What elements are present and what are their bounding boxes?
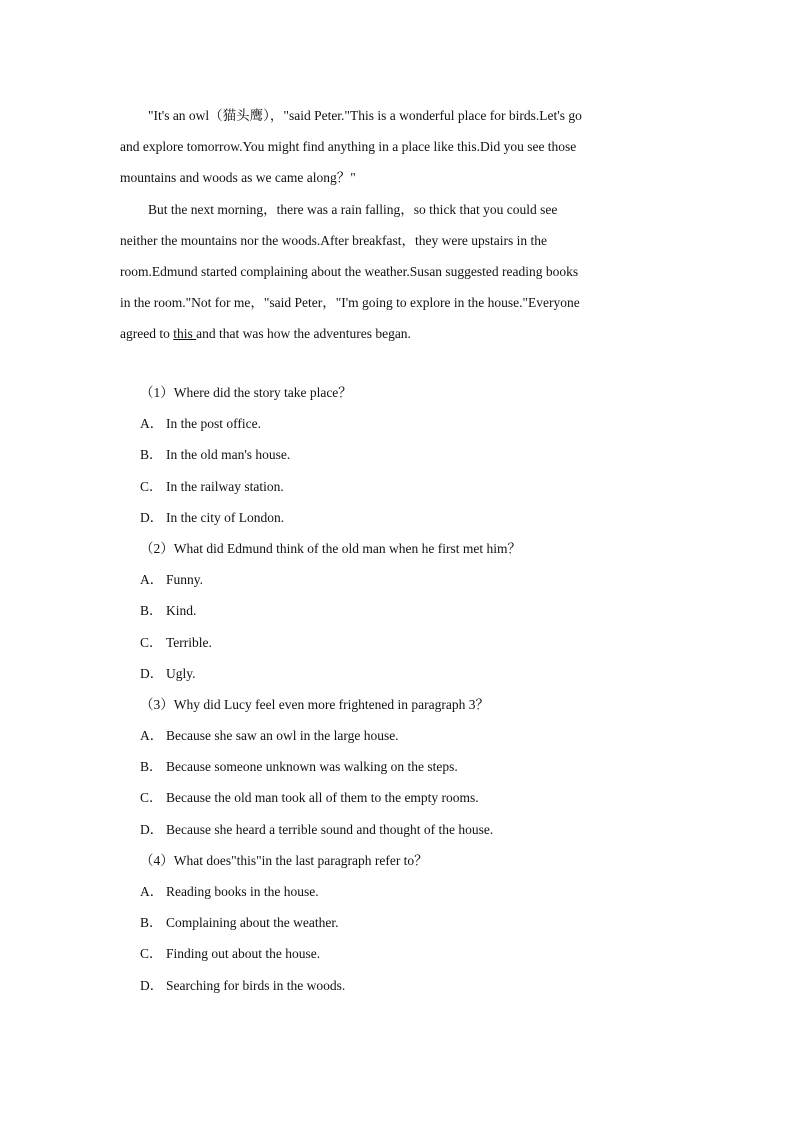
question-title: （2）What did Edmund think of the old man when he first met him？ — [140, 540, 521, 556]
option-letter: B． — [140, 603, 163, 619]
passage-line: in the room."Not for me，"said Peter，"I'm going to explore in the house."Everyone — [120, 295, 580, 311]
option-text: In the city of London. — [166, 509, 285, 525]
option-text: In the old man's house. — [166, 447, 291, 463]
option-text: Ugly. — [166, 665, 196, 681]
passage-line: and explore tomorrow.You might find anything in a place like this.Did you see those — [120, 139, 577, 155]
option-letter: D． — [140, 821, 164, 837]
passage-line — [120, 318, 675, 349]
answer-option[interactable] — [120, 471, 675, 502]
option-text: Because she saw an owl in the large house. — [166, 728, 399, 744]
answer-option[interactable] — [120, 814, 675, 845]
option-text: Searching for birds in the woods. — [166, 977, 346, 993]
question-title: （4）What does"this"in the last paragraph refer to？ — [140, 852, 428, 868]
option-text: Because someone unknown was walking on the steps. — [166, 759, 458, 775]
option-letter: C． — [140, 634, 163, 650]
option-letter: A． — [140, 572, 164, 588]
reading-passage — [120, 100, 675, 350]
option-text: Funny. — [166, 572, 204, 588]
option-letter: D． — [140, 665, 164, 681]
option-letter: D． — [140, 509, 164, 525]
answer-option[interactable] — [120, 502, 675, 533]
passage-line: room.Edmund started complaining about the weather.Susan suggested reading books — [120, 263, 579, 279]
option-letter: C． — [140, 790, 163, 806]
option-letter: A． — [140, 884, 164, 899]
answer-option[interactable] — [120, 876, 675, 907]
option-letter: B． — [140, 759, 163, 775]
answer-option[interactable] — [120, 595, 675, 626]
passage-line: But the next morning，there was a rain falling，so thick that you could see — [148, 201, 558, 217]
passage-line: "It's an owl（猫头鹰），"said Peter."This is a wonderful place for birds.Let's go — [148, 108, 582, 123]
passage-text: agreed to — [120, 326, 174, 342]
option-letter: A． — [140, 728, 164, 744]
answer-option[interactable] — [120, 408, 675, 439]
answer-option[interactable] — [120, 720, 675, 751]
option-text: Terrible. — [166, 634, 212, 650]
passage-text: and that was how the adventures began. — [196, 326, 411, 342]
option-text: Finding out about the house. — [166, 946, 321, 962]
answer-option[interactable] — [120, 751, 675, 782]
passage-line: mountains and woods as we came along？" — [120, 170, 356, 186]
option-text: Because she heard a terrible sound and thought of the house. — [166, 821, 494, 837]
option-text: Because the old man took all of them to the empty rooms. — [166, 790, 479, 806]
answer-option[interactable] — [120, 627, 675, 658]
answer-option[interactable] — [120, 782, 675, 813]
underlined-word: this — [173, 326, 197, 342]
option-letter: C． — [140, 946, 163, 962]
option-letter: A． — [140, 416, 164, 432]
answer-option[interactable] — [120, 439, 675, 470]
option-letter: C． — [140, 478, 163, 494]
answer-option[interactable] — [120, 970, 675, 1001]
question-title: （3）Why did Lucy feel even more frightened in paragraph 3？ — [140, 696, 490, 712]
passage-line: neither the mountains nor the woods.After breakfast，they were upstairs in the — [120, 232, 548, 248]
answer-option[interactable] — [120, 938, 675, 969]
question-title: （1）Where did the story take place？ — [140, 385, 352, 400]
answer-option[interactable] — [120, 907, 675, 938]
option-text: Complaining about the weather. — [166, 915, 339, 931]
option-text: Kind. — [166, 603, 197, 619]
question-list — [120, 377, 675, 1001]
option-letter: B． — [140, 915, 163, 931]
option-text: In the railway station. — [166, 478, 284, 494]
answer-option[interactable] — [120, 564, 675, 595]
answer-option[interactable] — [120, 658, 675, 689]
option-letter: D． — [140, 977, 164, 993]
option-text: In the post office. — [166, 416, 261, 432]
option-letter: B． — [140, 447, 163, 463]
option-text: Reading books in the house. — [166, 884, 319, 899]
